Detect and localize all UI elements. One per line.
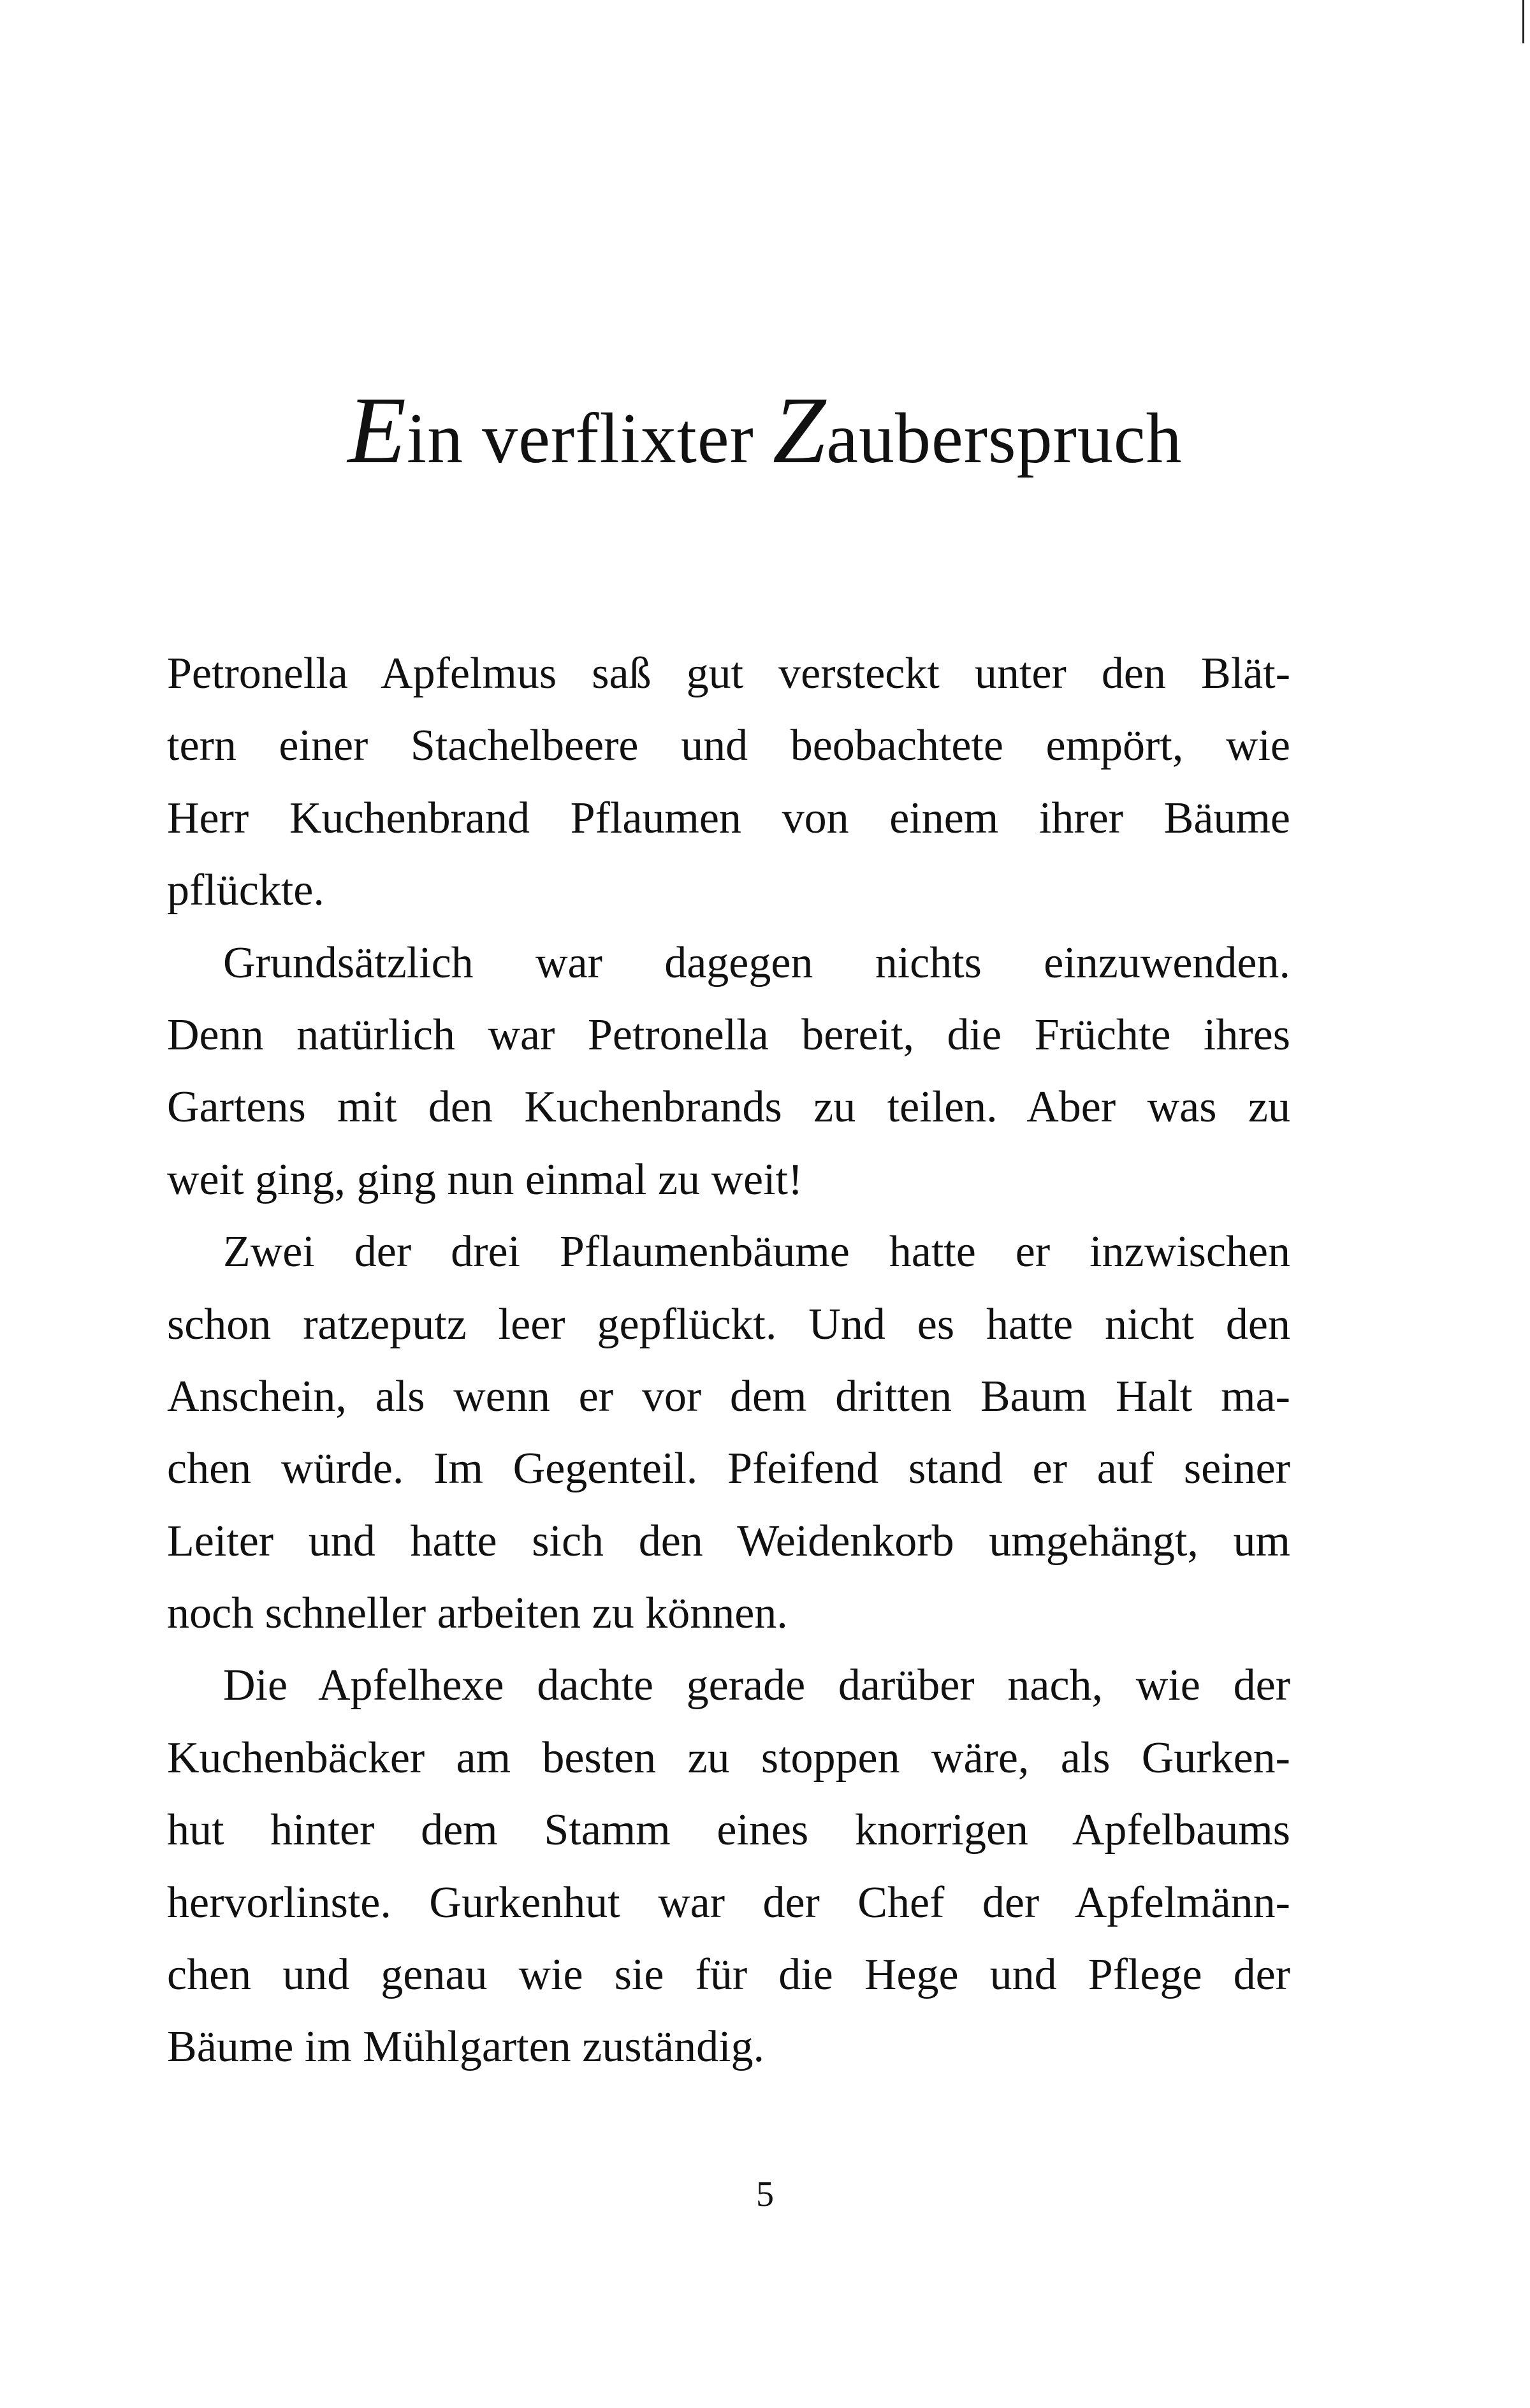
text-line: noch schneller arbeiten zu können. bbox=[167, 1589, 788, 1638]
paragraph bbox=[167, 1216, 1290, 1649]
text-line: schon ratzeputz leer gepflückt. Und es hatte nicht den bbox=[167, 1299, 1290, 1349]
text-line: Herr Kuchenbrand Pflaumen von einem ihrer Bäume bbox=[167, 793, 1290, 843]
text-line: chen würde. Im Gegenteil. Pfeifend stand er auf seiner bbox=[167, 1444, 1290, 1494]
text-line: Denn natürlich war Petronella bereit, die Früchte ihres bbox=[167, 1010, 1290, 1060]
body-text bbox=[167, 638, 1290, 2083]
text-line: Bäume im Mühlgarten zuständig. bbox=[167, 2022, 765, 2072]
chapter-title bbox=[0, 377, 1530, 486]
text-line: tern einer Stachelbeere und beobachtete empört, wie bbox=[167, 721, 1290, 771]
paragraph bbox=[167, 638, 1290, 927]
page-number: 5 bbox=[756, 2175, 774, 2214]
paragraph bbox=[167, 927, 1290, 1216]
text-line: Grundsätzlich war dagegen nichts einzuwenden. bbox=[223, 938, 1290, 988]
text-line: Leiter und hatte sich den Weidenkorb umgehängt, um bbox=[167, 1516, 1290, 1566]
title-text-1: in verflixter bbox=[407, 399, 773, 478]
text-line: hut hinter dem Stamm eines knorrigen Apfelbaums bbox=[167, 1806, 1290, 1855]
paragraph bbox=[167, 1649, 1290, 2083]
text-line: Kuchenbäcker am besten zu stoppen wäre, als Gurken- bbox=[167, 1733, 1290, 1783]
text-line: weit ging, ging nun einmal zu weit! bbox=[167, 1155, 803, 1204]
text-line: Zwei der drei Pflaumenbäume hatte er inzwischen bbox=[223, 1227, 1290, 1277]
text-line: Anschein, als wenn er vor dem dritten Baum Halt ma- bbox=[167, 1371, 1290, 1421]
text-line: chen und genau wie sie für die Hege und Pflege der bbox=[167, 1950, 1290, 2000]
decorative-initial-e: E bbox=[347, 377, 407, 483]
text-line: Gartens mit den Kuchenbrands zu teilen. Aber was zu bbox=[167, 1083, 1290, 1132]
title-text-2: auberspruch bbox=[826, 399, 1183, 478]
text-line: Petronella Apfelmus saß gut versteckt unter den Blät- bbox=[167, 649, 1290, 698]
page-edge-mark bbox=[1522, 0, 1524, 43]
text-line: Die Apfelhexe dachte gerade darüber nach, wie der bbox=[223, 1661, 1290, 1711]
text-line: pflückte. bbox=[167, 866, 324, 916]
text-line: hervorlinste. Gurkenhut war der Chef der Apfelmänn- bbox=[167, 1878, 1290, 1927]
decorative-initial-z: Z bbox=[772, 377, 827, 483]
